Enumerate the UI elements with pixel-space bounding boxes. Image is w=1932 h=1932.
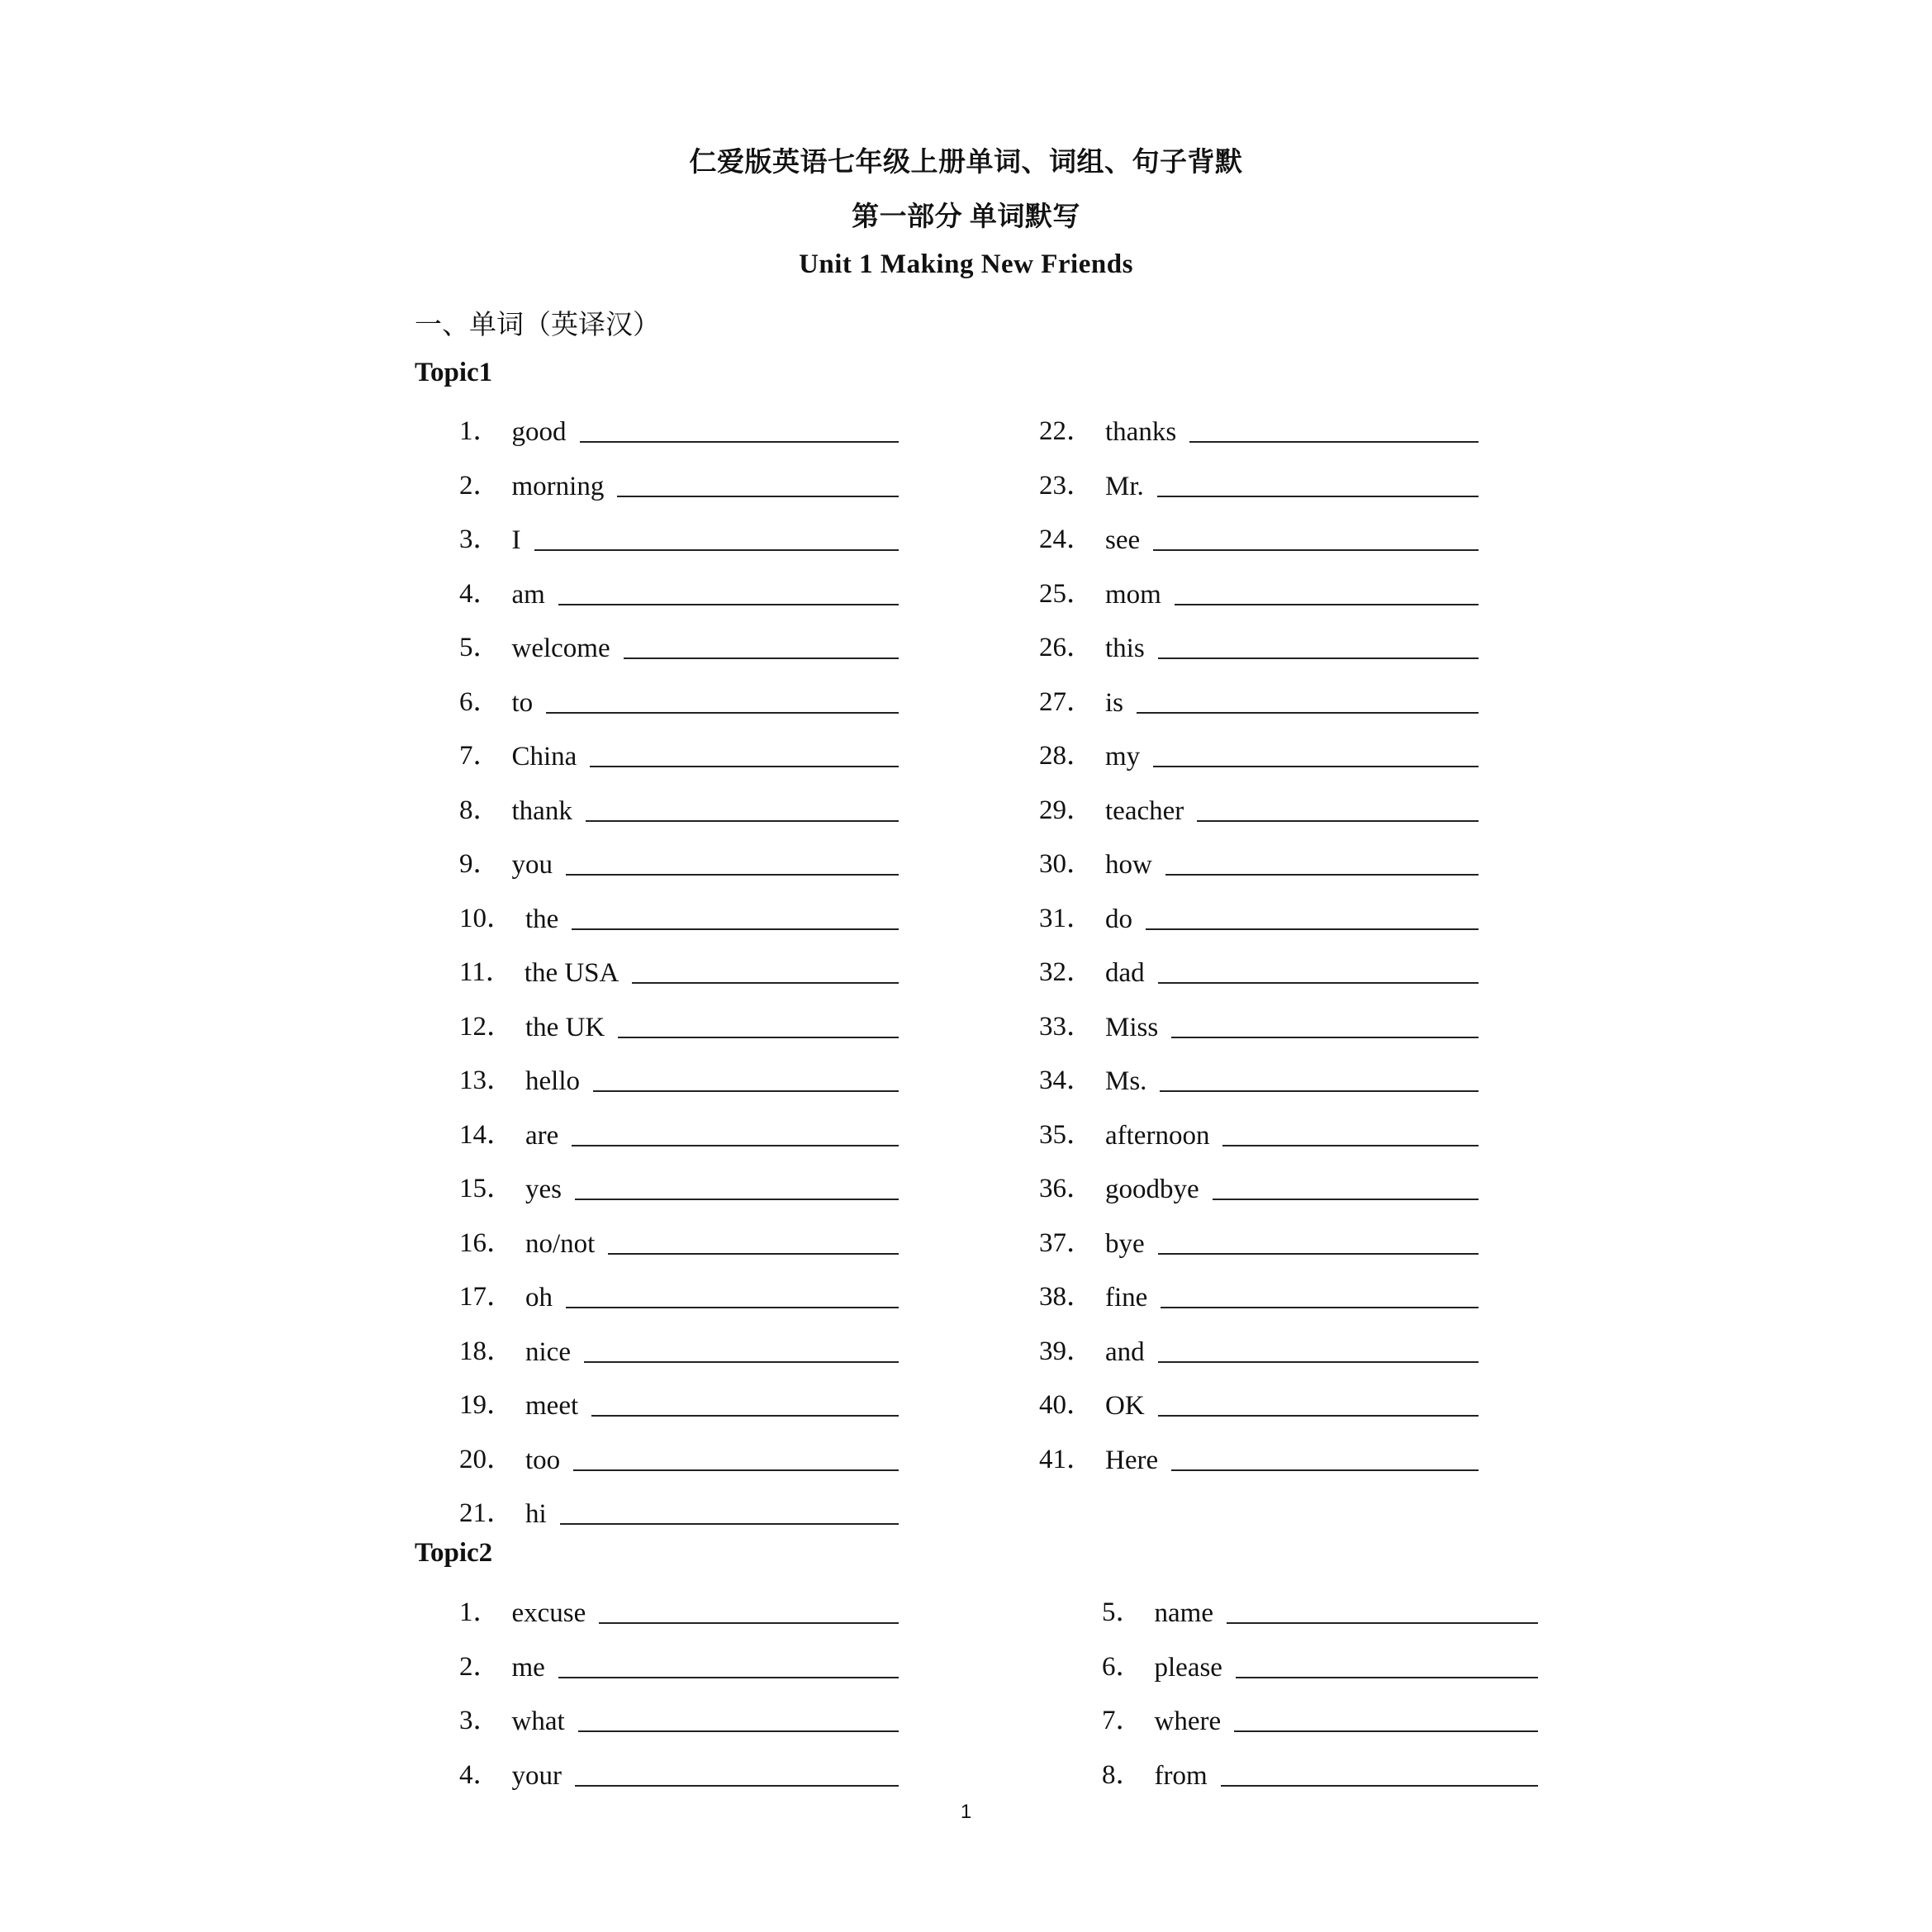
item-number: 37．: [1039, 1227, 1094, 1258]
word-row: [1102, 1701, 1538, 1737]
word-row: [1039, 1277, 1479, 1313]
vocabulary-word: fine: [1105, 1283, 1148, 1313]
item-number: 11．: [459, 957, 513, 987]
vocabulary-word: China: [511, 742, 577, 771]
vocabulary-word: the: [525, 904, 559, 934]
word-row: [1039, 1169, 1479, 1205]
answer-blank[interactable]: [584, 1360, 899, 1363]
vocabulary-word: am: [511, 579, 545, 610]
vocabulary-word: please: [1154, 1652, 1222, 1683]
answer-blank[interactable]: [1227, 1621, 1538, 1624]
answer-blank[interactable]: [1161, 1305, 1479, 1308]
answer-blank[interactable]: [1222, 1143, 1479, 1146]
vocabulary-word: goodbye: [1105, 1175, 1199, 1204]
vocabulary-word: good: [511, 417, 567, 447]
vocabulary-word: hi: [525, 1499, 547, 1529]
vocabulary-word: excuse: [511, 1598, 586, 1628]
word-row: [459, 1647, 899, 1683]
answer-blank[interactable]: [624, 656, 899, 659]
answer-blank[interactable]: [1234, 1729, 1538, 1732]
vocabulary-word: the UK: [525, 1012, 605, 1042]
item-number: 7．: [459, 741, 501, 771]
item-number: 23．: [1039, 470, 1094, 501]
vocabulary-word: oh: [525, 1283, 553, 1313]
item-number: 2．: [459, 1651, 501, 1682]
word-row: [459, 1593, 899, 1629]
document-title: 仁爱版英语七年级上册单词、词组、句子背默: [689, 148, 1243, 178]
vocabulary-word: do: [1105, 904, 1132, 934]
item-number: 4．: [459, 1759, 501, 1790]
unit-heading: Unit 1 Making New Friends: [799, 249, 1133, 279]
answer-blank[interactable]: [1165, 872, 1479, 876]
answer-blank[interactable]: [573, 1468, 899, 1471]
answer-blank[interactable]: [1146, 927, 1479, 930]
word-row: [1039, 736, 1479, 772]
word-row: [459, 1169, 899, 1205]
answer-blank[interactable]: [1175, 602, 1479, 605]
answer-blank[interactable]: [1171, 1468, 1479, 1471]
answer-blank[interactable]: [1197, 819, 1479, 822]
answer-blank[interactable]: [599, 1621, 899, 1624]
item-number: 8．: [1102, 1759, 1143, 1790]
item-number: 24．: [1039, 525, 1094, 554]
section-heading: 一、单词（英译汉）: [415, 311, 660, 340]
word-row: [1039, 844, 1479, 881]
vocabulary-word: where: [1154, 1707, 1222, 1736]
item-number: 17．: [459, 1282, 514, 1312]
item-number: 28．: [1039, 741, 1094, 771]
vocabulary-word: I: [511, 525, 521, 555]
item-number: 2．: [459, 470, 501, 501]
item-number: 40．: [1039, 1390, 1094, 1420]
word-row: [1039, 1115, 1479, 1151]
word-row: [459, 1061, 899, 1097]
answer-blank[interactable]: [593, 1089, 899, 1092]
word-row: [459, 1277, 899, 1313]
word-row: [1039, 1061, 1479, 1097]
word-row: [459, 952, 899, 989]
word-row: [459, 1223, 899, 1260]
word-row: [1102, 1593, 1538, 1629]
vocabulary-word: yes: [525, 1175, 562, 1204]
word-row: [459, 1007, 899, 1043]
vocabulary-word: thanks: [1105, 417, 1177, 447]
answer-blank[interactable]: [566, 872, 899, 876]
word-row: [1039, 1440, 1479, 1476]
item-number: 5．: [459, 633, 501, 662]
vocabulary-word: your: [511, 1760, 562, 1791]
item-number: 27．: [1039, 686, 1094, 717]
answer-blank[interactable]: [1189, 439, 1479, 443]
vocabulary-word: bye: [1105, 1228, 1145, 1259]
item-number: 3．: [459, 1706, 501, 1735]
item-number: 15．: [459, 1174, 514, 1203]
word-row: [459, 466, 899, 502]
word-row: [459, 574, 899, 610]
part-heading: 第一部分 单词默写: [852, 202, 1080, 232]
vocabulary-word: OK: [1105, 1391, 1145, 1421]
answer-blank[interactable]: [1137, 710, 1479, 714]
vocabulary-word: Here: [1105, 1445, 1159, 1475]
answer-blank[interactable]: [1153, 764, 1479, 767]
item-number: 34．: [1039, 1066, 1094, 1095]
answer-blank[interactable]: [591, 1413, 899, 1417]
word-row: [1102, 1755, 1538, 1792]
topic2-heading: Topic2: [415, 1538, 493, 1568]
word-row: [1039, 1332, 1479, 1368]
word-row: [459, 790, 899, 827]
word-row: [459, 682, 899, 719]
answer-blank[interactable]: [580, 439, 900, 443]
word-row: [459, 1115, 899, 1151]
item-number: 6．: [459, 686, 501, 717]
answer-blank[interactable]: [1158, 1413, 1479, 1417]
item-number: 5．: [1102, 1597, 1143, 1627]
word-row: [459, 844, 899, 881]
answer-blank[interactable]: [618, 1035, 899, 1038]
word-row: [459, 520, 899, 556]
answer-blank[interactable]: [1221, 1783, 1538, 1787]
answer-blank[interactable]: [1158, 1251, 1479, 1255]
answer-blank[interactable]: [534, 548, 900, 551]
answer-blank[interactable]: [578, 1729, 899, 1732]
page-number: 1: [960, 1801, 972, 1823]
vocabulary-word: welcome: [511, 634, 610, 663]
answer-blank[interactable]: [608, 1251, 899, 1255]
item-number: 29．: [1039, 795, 1094, 825]
item-number: 1．: [459, 1597, 501, 1627]
word-row: [1039, 411, 1479, 448]
vocabulary-word: from: [1154, 1760, 1208, 1791]
answer-blank[interactable]: [558, 602, 899, 605]
answer-blank[interactable]: [575, 1783, 899, 1787]
item-number: 18．: [459, 1336, 514, 1366]
vocabulary-word: and: [1105, 1336, 1145, 1367]
vocabulary-word: are: [525, 1120, 559, 1151]
vocabulary-word: Ms.: [1105, 1066, 1147, 1096]
vocabulary-word: how: [1105, 850, 1152, 880]
vocabulary-word: mom: [1105, 579, 1161, 610]
item-number: 22．: [1039, 416, 1094, 446]
answer-blank[interactable]: [1213, 1197, 1479, 1200]
word-row: [459, 1755, 899, 1792]
item-number: 20．: [459, 1444, 514, 1474]
word-row: [459, 1385, 899, 1422]
word-row: [459, 1440, 899, 1476]
word-row: [1039, 466, 1479, 502]
item-number: 31．: [1039, 903, 1094, 933]
answer-blank[interactable]: [558, 1675, 899, 1678]
item-number: 1．: [459, 416, 501, 446]
word-row: [459, 736, 899, 772]
answer-blank[interactable]: [632, 980, 899, 984]
vocabulary-word: to: [511, 687, 534, 718]
vocabulary-word: thank: [511, 795, 572, 826]
word-row: [459, 1493, 899, 1530]
vocabulary-word: see: [1105, 525, 1141, 555]
word-row: [459, 628, 899, 664]
answer-blank[interactable]: [617, 494, 899, 497]
vocabulary-word: what: [511, 1707, 565, 1736]
vocabulary-word: this: [1105, 634, 1145, 663]
item-number: 32．: [1039, 957, 1094, 987]
word-row: [1039, 1007, 1479, 1043]
answer-blank[interactable]: [1158, 1360, 1479, 1363]
item-number: 9．: [459, 849, 501, 879]
answer-blank[interactable]: [1158, 656, 1479, 659]
answer-blank[interactable]: [1153, 548, 1479, 551]
vocabulary-word: Miss: [1105, 1012, 1159, 1042]
item-number: 3．: [459, 525, 501, 554]
word-row: [1039, 1385, 1479, 1422]
topic1-heading: Topic1: [415, 358, 493, 387]
vocabulary-word: dad: [1105, 958, 1145, 988]
vocabulary-word: hello: [525, 1066, 580, 1096]
item-number: 25．: [1039, 578, 1094, 609]
item-number: 30．: [1039, 849, 1094, 879]
vocabulary-word: my: [1105, 742, 1141, 771]
vocabulary-word: you: [511, 850, 553, 880]
word-row: [1039, 952, 1479, 989]
word-row: [1039, 790, 1479, 827]
answer-blank[interactable]: [1158, 980, 1479, 984]
item-number: 10．: [459, 903, 514, 933]
vocabulary-word: teacher: [1105, 795, 1184, 826]
vocabulary-word: me: [511, 1652, 545, 1683]
vocabulary-word: the USA: [524, 958, 619, 988]
answer-blank[interactable]: [572, 927, 899, 930]
word-row: [1039, 574, 1479, 610]
answer-blank[interactable]: [1171, 1035, 1479, 1038]
item-number: 14．: [459, 1119, 514, 1150]
item-number: 36．: [1039, 1174, 1094, 1203]
item-number: 16．: [459, 1227, 514, 1258]
vocabulary-word: morning: [511, 471, 605, 501]
word-row: [1039, 682, 1479, 719]
answer-blank[interactable]: [566, 1305, 899, 1308]
answer-blank[interactable]: [575, 1197, 899, 1200]
word-row: [459, 1332, 899, 1368]
answer-blank[interactable]: [1157, 494, 1479, 497]
item-number: 35．: [1039, 1119, 1094, 1150]
vocabulary-word: name: [1154, 1598, 1213, 1628]
item-number: 41．: [1039, 1444, 1094, 1474]
item-number: 26．: [1039, 633, 1094, 662]
vocabulary-word: nice: [525, 1336, 571, 1367]
answer-blank[interactable]: [572, 1143, 899, 1146]
item-number: 8．: [459, 795, 501, 825]
vocabulary-word: afternoon: [1105, 1120, 1210, 1151]
word-row: [1102, 1647, 1538, 1683]
vocabulary-word: too: [525, 1445, 561, 1475]
item-number: 7．: [1102, 1706, 1143, 1735]
answer-blank[interactable]: [590, 764, 899, 767]
word-row: [1039, 628, 1479, 664]
answer-blank[interactable]: [560, 1521, 899, 1525]
word-row: [459, 1701, 899, 1737]
item-number: 38．: [1039, 1282, 1094, 1312]
item-number: 33．: [1039, 1011, 1094, 1042]
word-row: [459, 411, 899, 448]
word-row: [459, 899, 899, 935]
answer-blank[interactable]: [546, 710, 899, 714]
vocabulary-word: meet: [525, 1391, 579, 1421]
word-row: [1039, 520, 1479, 556]
answer-blank[interactable]: [1160, 1089, 1479, 1092]
item-number: 13．: [459, 1066, 514, 1095]
word-row: [1039, 899, 1479, 935]
item-number: 21．: [459, 1498, 514, 1528]
item-number: 6．: [1102, 1651, 1143, 1682]
vocabulary-word: Mr.: [1105, 471, 1144, 501]
vocabulary-word: is: [1105, 687, 1124, 718]
word-row: [1039, 1223, 1479, 1260]
answer-blank[interactable]: [586, 819, 899, 822]
answer-blank[interactable]: [1236, 1675, 1538, 1678]
item-number: 12．: [459, 1011, 514, 1042]
item-number: 19．: [459, 1390, 514, 1420]
vocabulary-word: no/not: [525, 1228, 596, 1259]
item-number: 4．: [459, 578, 501, 609]
item-number: 39．: [1039, 1336, 1094, 1366]
